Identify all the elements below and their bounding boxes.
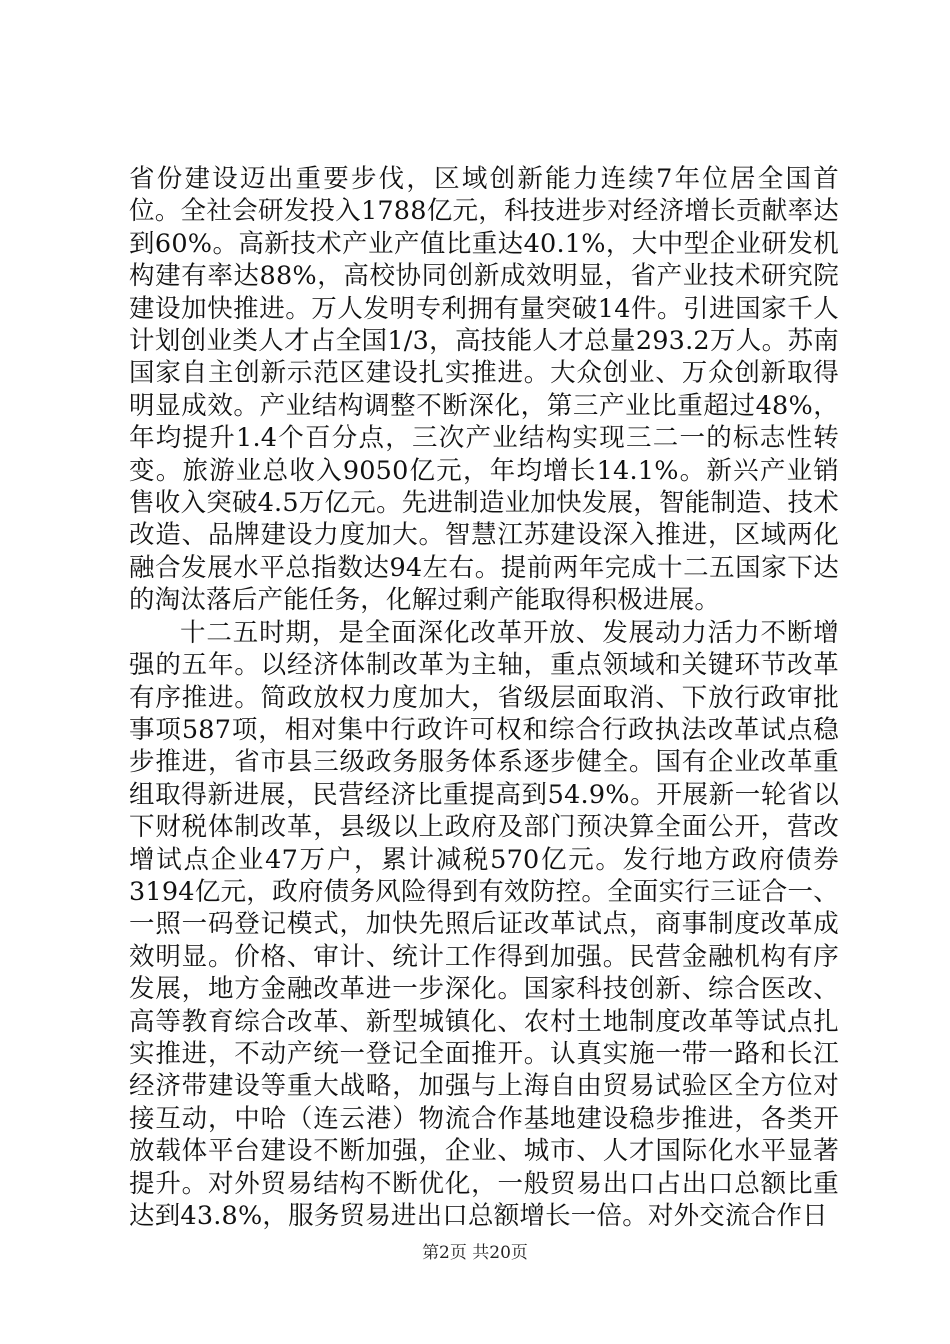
page-footer: 第2页 共20页: [422, 1243, 528, 1263]
document-body: [129, 163, 839, 1232]
paragraph-2: 十二五时期，是全面深化改革开放、发展动力活力不断增强的五年。以经济体制改革为主轴，重点领域和关键环节改革有序推进。简政放权力度加大，省级层面取消、下放行政审批事项587项，相对集中行政许可权和综合行政执法改革试点稳步推进，省市县三级政务服务体系逐步健全。国有企业改革重组取得新进展，民营经济比重提高到54.9%。开展新一轮省以下财税体制改革，县级以上政府及部门预决算全面公开，营改增试点企业47万户，累计减税570亿元。发行地方政府债券3194亿元，政府债务风险得到有效防控。全面实行三证合一、一照一码登记模式，加快先照后证改革试点，商事制度改革成效明显。价格、审计、统计工作得到加强。民营金融机构有序发展，地方金融改革进一步深化。国家科技创新、综合医改、高等教育综合改革、新型城镇化、农村土地制度改革等试点扎实推进，不动产统一登记全面推开。认真实施一带一路和长江经济带建设等重大战略，加强与上海自由贸易试验区全方位对接互动，中哈（连云港）物流合作基地建设稳步推进，各类开放载体平台建设不断加强，企业、城市、人才国际化水平显著提升。对外贸易结构不断优化，一般贸易出口占出口总额比重达到43.8%，服务贸易进出口总额增长一倍。对外交流合作日: [129, 617, 839, 1231]
paragraph-1: 省份建设迈出重要步伐，区域创新能力连续7年位居全国首位。全社会研发投入1788亿元，科技进步对经济增长贡献率达到60%。高新技术产业产值比重达40.1%，大中型企业研发机构建有率达88%，高校协同创新成效明显，省产业技术研究院建设加快推进。万人发明专利拥有量突破14件。引进国家千人计划创业类人才占全国1/3，高技能人才总量293.2万人。苏南国家自主创新示范区建设扎实推进。大众创业、万众创新取得明显成效。产业结构调整不断深化，第三产业比重超过48%，年均提升1.4个百分点，三次产业结构实现三二一的标志性转变。旅游业总收入9050亿元，年均增长14.1%。新兴产业销售收入突破4.5万亿元。先进制造业加快发展，智能制造、技术改造、品牌建设力度加大。智慧江苏建设深入推进，区域两化融合发展水平总指数达94左右。提前两年完成十二五国家下达的淘汰落后产能任务，化解过剩产能取得积极进展。: [129, 164, 839, 616]
